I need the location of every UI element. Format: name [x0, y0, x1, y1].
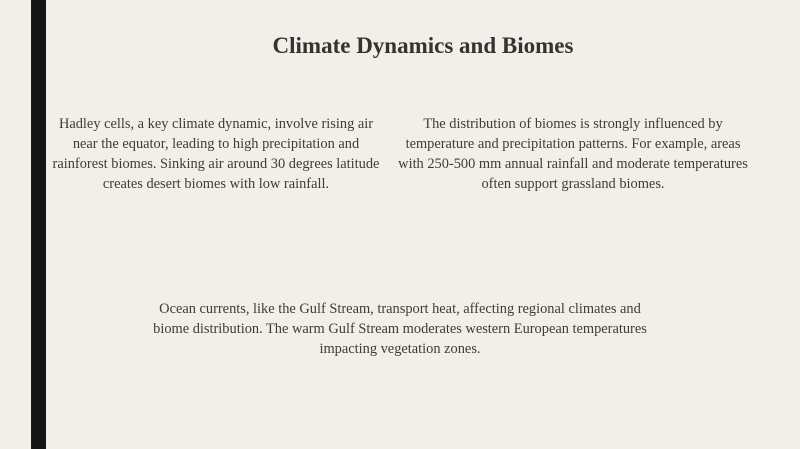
accent-bar	[31, 0, 46, 449]
slide-title: Climate Dynamics and Biomes	[272, 33, 574, 58]
ocean-currents-paragraph: Ocean currents, like the Gulf Stream, transport heat, affecting regional climates and biome distribution. The warm Gulf Stream moderates western European temperatures impacting vegetation zones.	[153, 301, 647, 357]
hadley-cells-paragraph: Hadley cells, a key climate dynamic, involve rising air near the equator, leading to high precipitation and rainforest biomes. Sinking air around 30 degrees latitude creates desert biomes with low rainfall.	[52, 116, 380, 192]
biome-distribution-paragraph: The distribution of biomes is strongly influenced by temperature and precipitation patterns. For example, areas with 250-500 mm annual rainfall and moderate temperatures often support grassland biomes.	[398, 116, 748, 192]
